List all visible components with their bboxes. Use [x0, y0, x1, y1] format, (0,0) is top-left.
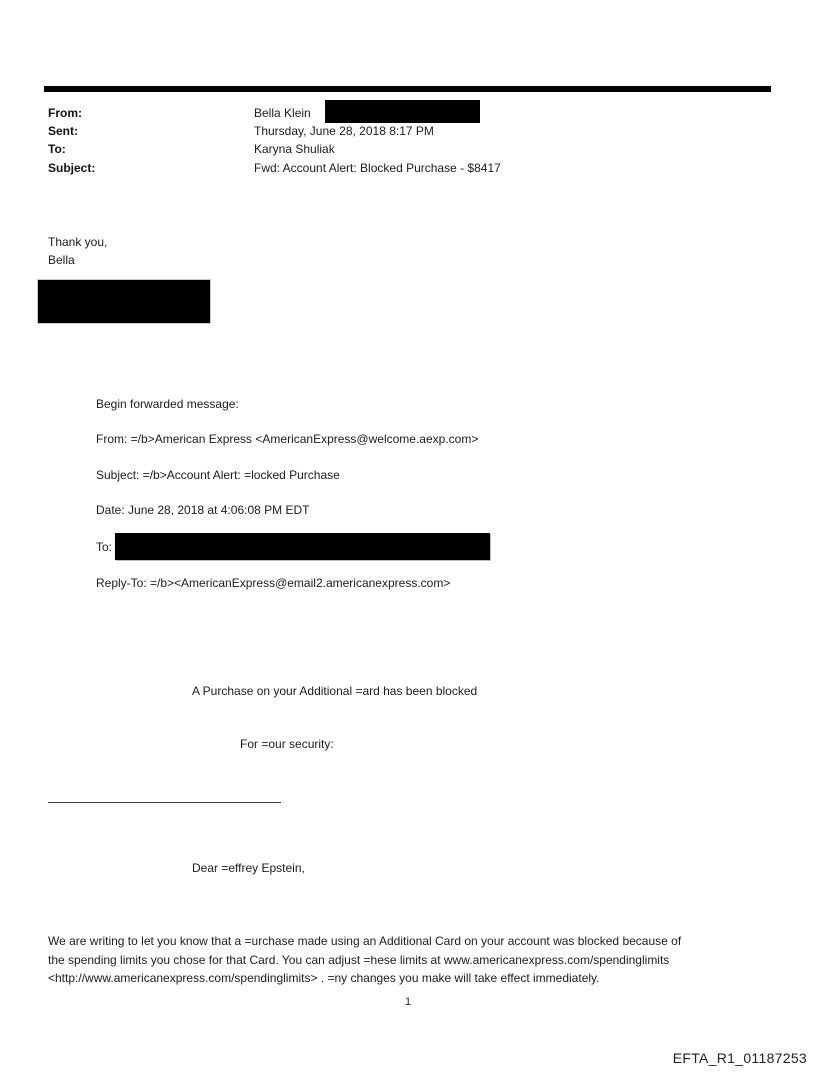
header-divider-rule	[44, 86, 771, 92]
forwarded-subject-line: Subject: =/b>Account Alert: =locked Purchase	[96, 468, 340, 482]
to-value: Karyna Shuliak	[254, 142, 335, 157]
forwarded-to-label: To:	[96, 540, 113, 554]
forwarded-from-line: From: =/b>American Express <AmericanExpress@welcome.aexp.com>	[96, 432, 479, 446]
forwarded-date-line: Date: June 28, 2018 at 4:06:08 PM EDT	[96, 503, 310, 517]
subject-value: Fwd: Account Alert: Blocked Purchase - $8417	[254, 160, 501, 175]
paragraph-line-3: <http://www.americanexpress.com/spendinglimits> . =ny changes you make will take effect immediately.	[48, 971, 600, 986]
paragraph-line-2: the spending limits you chose for that Card. You can adjust =hese limits at www.americanexpress.com/spendinglimits	[48, 952, 670, 967]
redaction-box-forwarded-to	[115, 533, 490, 560]
from-label: From:	[48, 106, 82, 120]
from-value: Bella Klein	[254, 106, 311, 120]
header-row-subject	[48, 159, 768, 177]
header-row-to	[48, 140, 768, 158]
subject-label: Subject:	[48, 160, 96, 175]
header-row-sent	[48, 122, 768, 140]
forwarded-reply-to-line: Reply-To: =/b><AmericanExpress@email2.americanexpress.com>	[96, 576, 451, 590]
greeting-line: Dear =effrey Epstein,	[192, 861, 305, 875]
paragraph-line-1: We are writing to let you know that a =urchase made using an Additional Card on your account was blocked because of	[48, 934, 682, 948]
security-line: For =our security:	[240, 737, 334, 751]
forwarded-intro: Begin forwarded message:	[96, 397, 239, 411]
bates-number: EFTA_R1_01187253	[672, 1050, 807, 1066]
message-closing	[48, 234, 107, 269]
page-number: 1	[404, 996, 412, 1008]
sent-value: Thursday, June 28, 2018 8:17 PM	[254, 124, 434, 139]
section-divider-line	[48, 802, 281, 803]
purchase-blocked-line: A Purchase on your Additional =ard has been blocked	[192, 684, 478, 698]
redaction-box-signature	[38, 280, 210, 323]
to-label: To:	[48, 142, 66, 157]
closing-text: Thank you,	[48, 235, 108, 249]
redaction-box-from-address	[325, 100, 480, 123]
body-paragraph	[48, 932, 681, 988]
sent-label: Sent:	[48, 124, 78, 139]
signature-name: Bella	[48, 252, 75, 267]
